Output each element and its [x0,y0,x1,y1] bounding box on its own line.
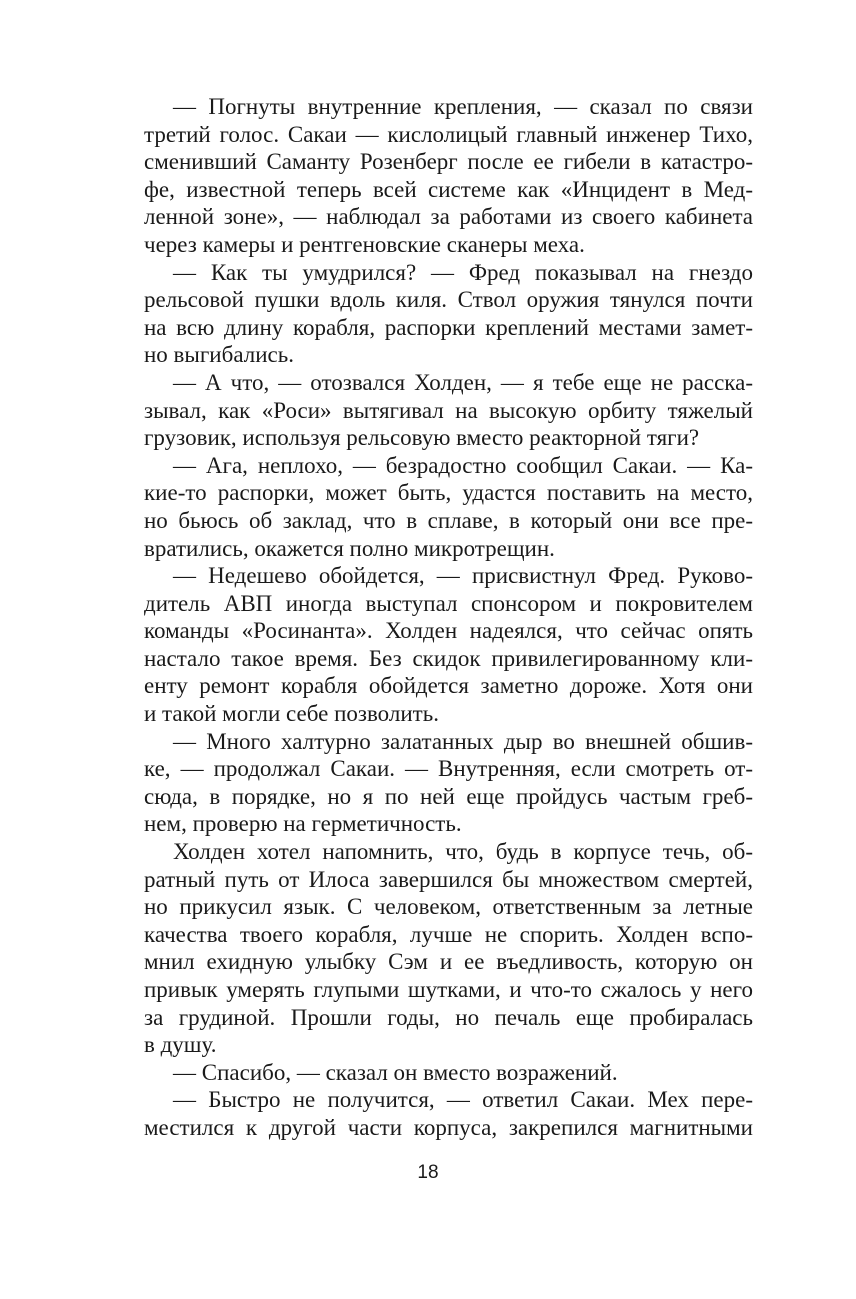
text-line: — Быстро не получится, — ответил Сакаи. Мех пере- [173,1087,753,1113]
text-line: но бьюсь об заклад, что в сплаве, в который они все пре- [144,507,753,533]
text-line: — А что, — отозвался Холден, — я тебе еще не расска- [173,369,753,395]
text-line: местился к другой части корпуса, закрепился магнитными [144,1114,753,1140]
text-line: — Много халтурно залатанных дыр во внешней обшив- [173,728,753,754]
text-line: — Недешево обойдется, — присвистнул Фред. Руково- [173,563,753,589]
text-line: на всю длину корабля, распорки креплений местами замет- [144,314,753,340]
text-line: вратились, окажется полно микротрещин. [144,535,555,561]
text-line: но выгибались. [144,342,294,368]
text-line: но прикусил язык. С человеком, ответственным за летные [144,894,753,920]
text-line: ратный путь от Илоса завершился бы множеством смертей, [144,866,753,892]
text-line: енту ремонт корабля обойдется заметно дороже. Хотя они [144,673,753,699]
text-line: — Спасибо, — сказал он вместо возражений. [173,1059,618,1085]
text-line: — Как ты умудрился? — Фред показывал на гнездо [173,259,753,285]
text-line: — Ага, неплохо, — безрадостно сообщил Сакаи. — Ка- [173,452,753,478]
text-line: грузовик, используя рельсовую вместо реакторной тяги? [144,425,700,451]
text-line: третий голос. Сакаи — кислолицый главный инженер Тихо, [144,121,753,147]
text-line: команды «Росинанта». Холден надеялся, что сейчас опять [144,618,753,644]
text-line: привык умерять глупыми шутками, и что-то сжалось у него [144,977,753,1002]
page-number: 18 [417,1162,439,1183]
text-line: кие-то распорки, может быть, удастся поставить на место, [144,480,753,506]
text-line: дитель АВП иногда выступал спонсором и покровителем [144,590,753,616]
text-line: ке, — продолжал Сакаи. — Внутренняя, если смотреть от- [144,756,753,782]
text-line: Холден хотел напомнить, что, будь в корпусе течь, об- [173,839,753,865]
text-line: мнил ехидную улыбку Сэм и ее въедливость, которую он [144,949,753,975]
text-line: и такой могли себе позволить. [144,701,439,727]
text-line: сюда, в порядке, но я по ней еще пройдусь частым греб- [144,783,753,809]
text-line: — Погнуты внутренние крепления, — сказал по связи [173,94,753,119]
text-line: настало такое время. Без скидок привилегированному кли- [144,645,753,671]
text-line: в душу. [144,1032,217,1058]
text-line: сменивший Саманту Розенберг после ее гибели в катастро- [144,149,753,175]
text-line: фе, известной теперь всей системе как «Инцидент в Мед- [144,176,753,202]
page-body [144,93,753,1142]
text-line: ленной зоне», — наблюдал за работами из своего кабинета [144,204,753,230]
text-line: через камеры и рентгеновские сканеры меха. [144,231,585,257]
text-line: нем, проверю на герметичность. [144,811,462,837]
text-line: качества твоего корабля, лучше не спорить. Холден вспо- [144,921,753,947]
text-line: за грудиной. Прошли годы, но печаль еще пробиралась [144,1004,753,1030]
text-line: зывал, как «Роси» вытягивал на высокую орбиту тяжелый [144,397,753,423]
text-line: рельсовой пушки вдоль киля. Ствол оружия тянулся почти [144,287,753,313]
